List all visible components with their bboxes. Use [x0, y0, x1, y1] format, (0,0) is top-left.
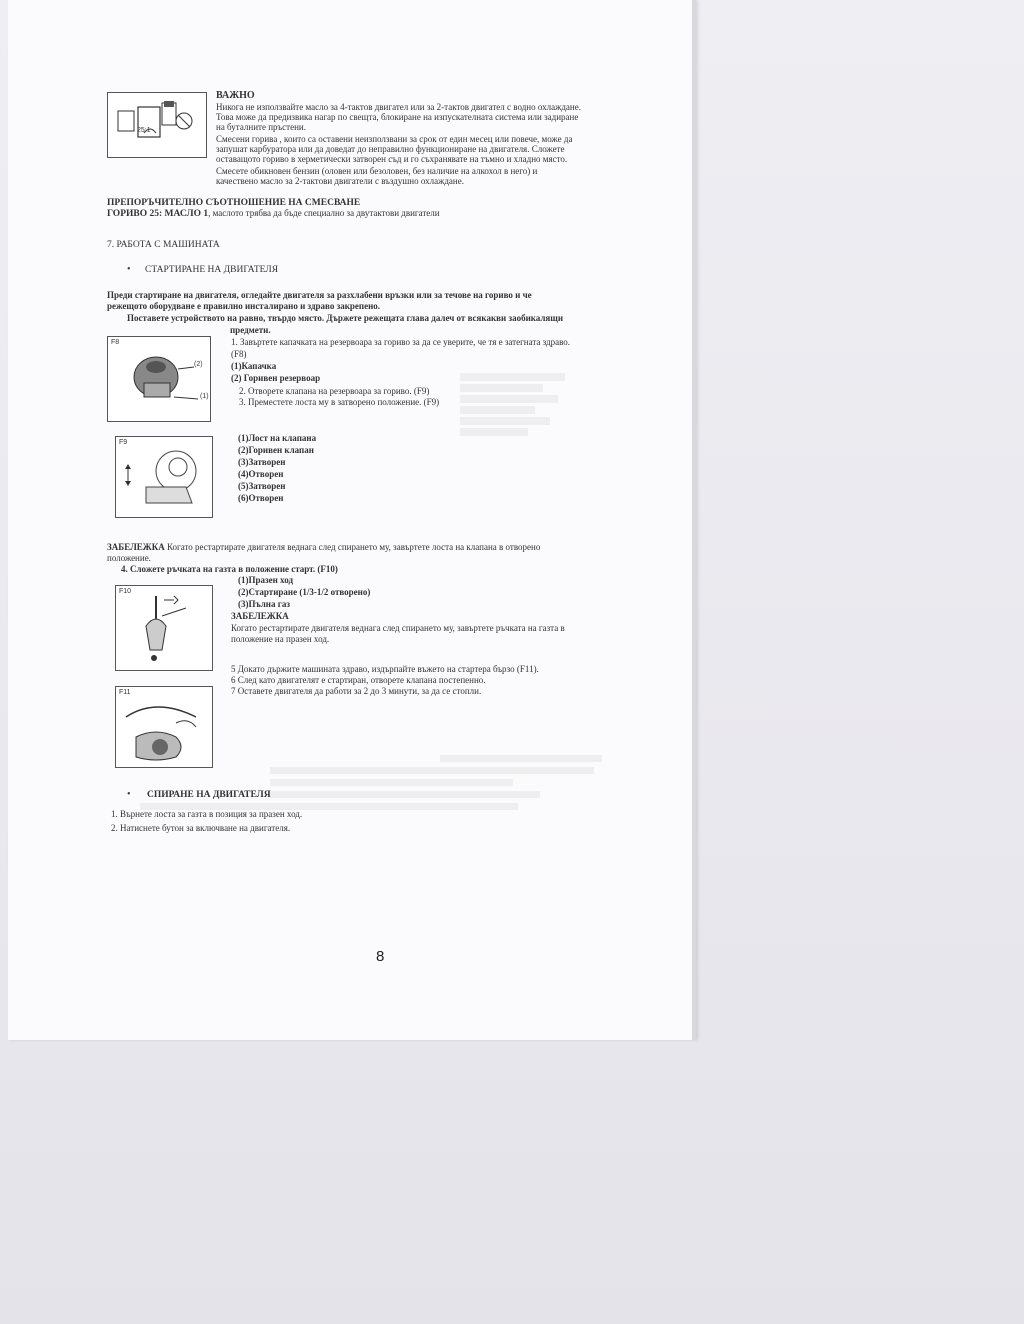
part-label: (2) Горивен резервоар: [231, 373, 321, 383]
note-body: Когато рестартирате двигателя веднага след спирането му, завъртете лоста на клапана в отворено: [164, 542, 541, 552]
figure-f10: [115, 585, 213, 671]
stopping-title: СПИРАНЕ НА ДВИГАТЕЛЯ: [147, 790, 271, 800]
valve-label: (4)Отворен: [238, 469, 284, 479]
valve-label: (6)Отворен: [238, 493, 284, 503]
throttle-label: (3)Пълна газ: [238, 599, 290, 609]
valve-label: (5)Затворен: [238, 481, 286, 491]
important-line: на буталните пръстени.: [216, 122, 306, 132]
intro-text: предмети.: [230, 325, 271, 335]
section-title: 7. РАБОТА С МАШИНАТА: [107, 240, 220, 250]
note-label: ЗАБЕЛЕЖКА: [107, 542, 165, 552]
note-text: Когато рестартирате двигателя веднага след спирането му, завъртете ръчката на газта в: [231, 623, 565, 633]
note-text: [107, 542, 540, 553]
step-text: 6 След като двигателят е стартиран, отворете клапана постепенно.: [231, 675, 486, 685]
figure-label: F9: [119, 439, 128, 446]
important-line: оставащото гориво в херметически затворен съд и го съхранявате на тъмно и хладно място.: [216, 154, 568, 164]
important-line: Това може да предизвика нагар по свещта, блокиране на изпускателната система или задиране: [216, 112, 579, 122]
valve-label: (1)Лост на клапана: [238, 433, 317, 443]
callout-label: (2): [194, 361, 203, 368]
intro-text: режещото оборудване е правилно инсталирано и здраво закрепено.: [107, 301, 381, 311]
figure-label: F11: [119, 689, 131, 696]
valve-label: (2)Горивен клапан: [238, 445, 314, 455]
throttle-label: (1)Празен ход: [238, 575, 293, 585]
important-line: Смесете обикновен бензин (оловен или безоловен, без наличие на алкохол в него) и: [216, 166, 538, 176]
important-line: запушат карбуратора или да доведат до неправилно функциониране на двигателя. Сложете: [216, 144, 565, 154]
important-line: Смесени горива , които са оставени неизползвани за срок от един месец или повече, може да: [216, 134, 573, 144]
step-text: 1. Върнете лоста за газта в позиция за празен ход.: [111, 809, 303, 819]
throttle-lever-illustration: [116, 586, 212, 670]
mixing-title: ПРЕПОРЪЧИТЕЛНО СЪОТНОШЕНИЕ НА СМЕСВАНЕ: [107, 198, 361, 208]
figure-f9: [115, 436, 213, 518]
intro-text: Поставете устройството на равно, твърдо място. Държете режещата глава далеч от всякакви заобикалящи: [127, 313, 564, 323]
step-text: 5 Докато държите машината здраво, издърпайте въжето на стартера бързо (F11).: [231, 664, 539, 674]
mixing-ratio: [107, 208, 440, 220]
step-text: 4. Сложете ръчката на газта в положение старт. (F10): [121, 564, 338, 574]
note-text: положение.: [107, 553, 151, 563]
part-label: (1)Капачка: [231, 361, 277, 371]
mixing-ratio-rest: , маслото трябва да бъде специално за двутактови двигатели: [208, 208, 440, 218]
ratio-icon-text: 25:1: [137, 127, 151, 134]
figure-label: F8: [111, 339, 120, 346]
starter-pull-illustration: [116, 687, 212, 767]
step-text: 1. Завъртете капачката на резервоара за гориво за да се уверите, че тя е затегната здраво.: [231, 337, 571, 347]
starting-title: СТАРТИРАНЕ НА ДВИГАТЕЛЯ: [145, 265, 279, 275]
note-text: положение на празен ход.: [231, 634, 330, 644]
bullet-icon: •: [127, 789, 131, 800]
mixing-ratio-bold: ГОРИВО 25: МАСЛО 1: [107, 209, 209, 219]
step-text: 2. Натиснете бутон за включване на двигателя.: [111, 823, 291, 833]
note-label: ЗАБЕЛЕЖКА: [231, 611, 289, 621]
page-number: 8: [376, 948, 385, 965]
callout-label: (1): [200, 393, 209, 400]
bleed-through-text: [460, 370, 610, 490]
fuel-valve-illustration: [116, 437, 212, 517]
important-line: Никога не използвайте масло за 4-тактов двигател или за 2-тактов двигател с водно охлаждане.: [216, 102, 581, 112]
figure-f8: [107, 336, 211, 422]
step-text: (F8): [231, 349, 247, 359]
step-text: 7 Оставете двигателя да работи за 2 до 3 минути, за да се стопли.: [231, 686, 482, 696]
figure-label: F10: [119, 588, 132, 595]
page-edge: [692, 0, 696, 1040]
step-text: 2. Отворете клапана на резервоара за гориво. (F9): [239, 386, 430, 396]
important-title: ВАЖНО: [216, 90, 255, 101]
bullet-icon: •: [127, 264, 131, 275]
fuel-tank-illustration: [108, 337, 210, 421]
throttle-label: (2)Стартиране (1/3-1/2 отворено): [238, 587, 371, 597]
fuel-can-icon: [108, 93, 206, 157]
valve-label: (3)Затворен: [238, 457, 286, 467]
step-text: 3. Преместете лоста му в затворено положение. (F9): [239, 397, 440, 407]
figure-f11: [115, 686, 213, 768]
important-line: качествено масло за 2-тактови двигатели с въздушно охлаждане.: [216, 176, 464, 186]
intro-text: Преди стартиране на двигателя, огледайте двигателя за разхлабени връзки или за течове на гориво и че: [107, 290, 532, 300]
warning-illustration: [107, 92, 207, 158]
